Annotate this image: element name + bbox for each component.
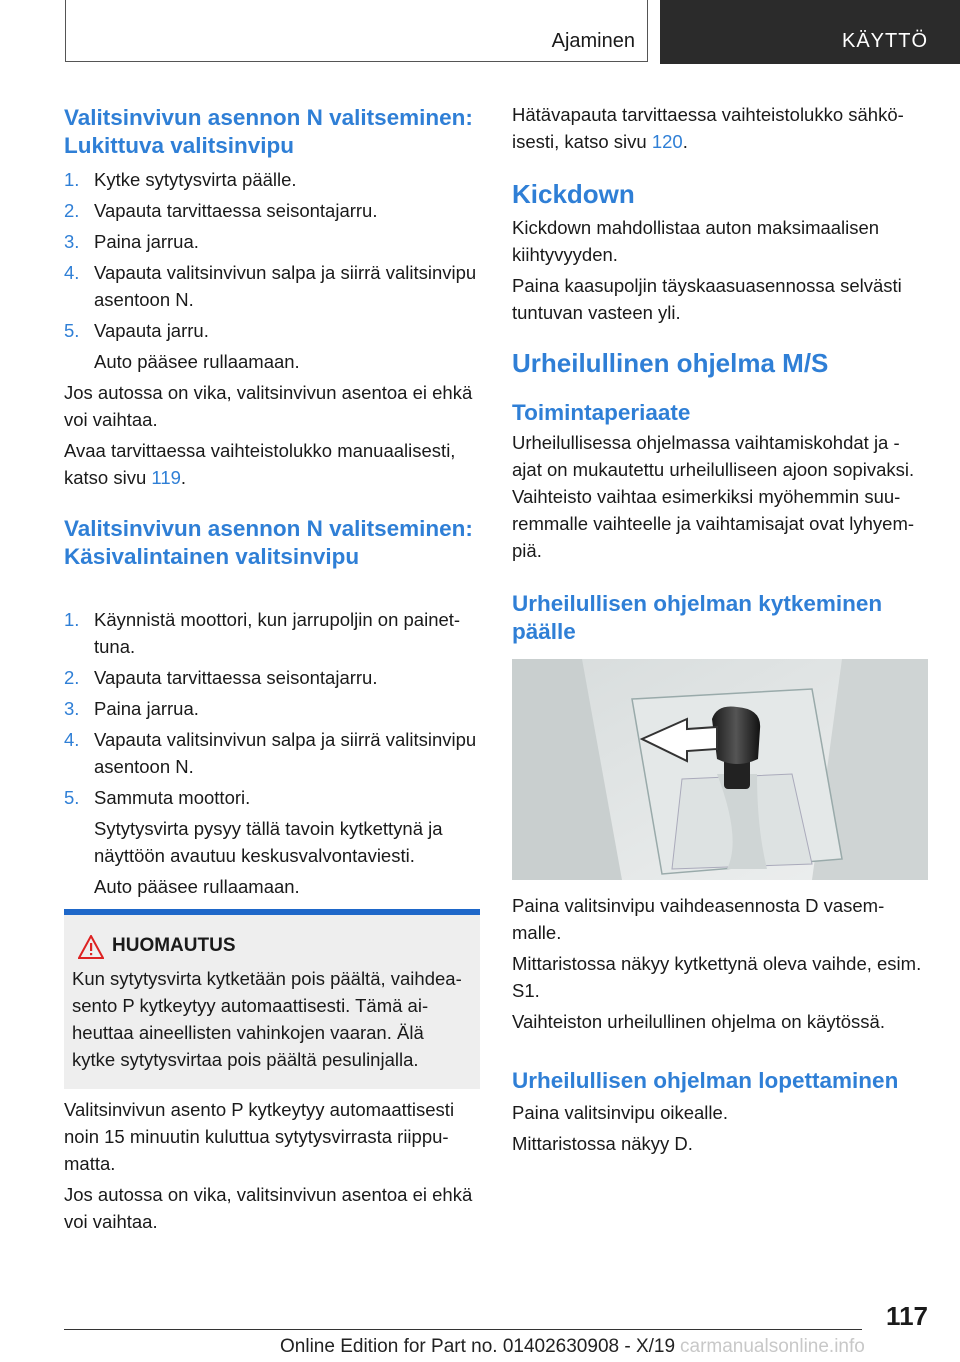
header-chapter-tab bbox=[660, 0, 960, 64]
step-text: Vapauta valitsinvivun salpa ja siirrä valitsinvipu asentoon N. bbox=[94, 729, 477, 777]
edition-text: Online Edition for Part no. 01402630908 - X/19 bbox=[280, 1336, 676, 1357]
header-chapter-label: KÄYTTÖ bbox=[841, 30, 928, 52]
sport-on-text bbox=[512, 892, 928, 1035]
step-item bbox=[64, 784, 480, 811]
fault-paragraph: Jos autossa on vika, valitsinvivun asentoa ei ehkä voi vaihtaa. bbox=[64, 382, 473, 430]
step-number: 4. bbox=[64, 729, 80, 750]
principle-heading: Toimintaperiaate bbox=[512, 400, 691, 425]
step-number: 2. bbox=[64, 200, 80, 221]
sport-off-section bbox=[512, 1067, 928, 1157]
notice-title: HUOMAUTUS bbox=[112, 935, 236, 956]
fault-paragraph-2: Jos autossa on vika, valitsinvivun asentoa ei ehkä voi vaihtaa. bbox=[64, 1184, 473, 1232]
step-item bbox=[64, 695, 480, 722]
step-item bbox=[64, 317, 480, 344]
steps-manual-lever bbox=[64, 606, 480, 900]
step-text: Paina jarrua. bbox=[94, 231, 199, 252]
step-number: 3. bbox=[64, 698, 80, 719]
step-text: Sammuta moottori. bbox=[94, 787, 251, 808]
warning-icon bbox=[78, 935, 104, 964]
step-number: 1. bbox=[64, 609, 80, 630]
kickdown-paragraph-2: Paina kaasupoljin täyskaasuasennossa selvästi tuntuvan vasteen yli. bbox=[512, 275, 902, 323]
footer-divider bbox=[64, 1329, 862, 1330]
step-text: Käynnistä moottori, kun jarrupoljin on painet‐ tuna. bbox=[94, 609, 461, 657]
step-item bbox=[64, 726, 480, 780]
step-item bbox=[64, 197, 480, 224]
step-number: 3. bbox=[64, 231, 80, 252]
manual-after-1: Sytytysvirta pysyy tällä tavoin kytkettynä ja näyttöön avautuu keskusvalvontaviesti. bbox=[94, 818, 443, 866]
unlock-paragraph: Avaa tarvittaessa vaihteistolukko manuaalisesti, katso sivu 119. bbox=[64, 440, 456, 488]
header-section-label: Ajaminen bbox=[551, 30, 635, 52]
step-number: 2. bbox=[64, 667, 80, 688]
watermark-text: carmanualsonline.info bbox=[680, 1336, 865, 1357]
step-item bbox=[64, 166, 480, 193]
lock-after-text: Auto pääsee rullaamaan. bbox=[94, 351, 300, 372]
auto-p-block bbox=[64, 1096, 480, 1235]
kickdown-section bbox=[512, 178, 928, 326]
step-text: Vapauta tarvittaessa seisontajarru. bbox=[94, 200, 378, 221]
step-number: 4. bbox=[64, 262, 80, 283]
sport-off-paragraph-2: Mittaristossa näkyy D. bbox=[512, 1133, 693, 1154]
step-text: Vapauta jarru. bbox=[94, 320, 209, 341]
page-link-119[interactable]: 119 bbox=[151, 467, 181, 488]
principle-paragraph: Urheilullisessa ohjelmassa vaihtamiskohdat ja -ajat on mukautettu urheilulliseen ajoon sopivaksi. Vaihteisto vaihtaa esimerkiksi myöhemmin suu‐ remmalle vaihteelle ja vaihtamisajat ovat lyhyem‐ piä. bbox=[512, 432, 915, 561]
step-item bbox=[64, 664, 480, 691]
heading-lock-lever: Valitsinvivun asennon N valitseminen: Lukittuva valitsinvipu bbox=[64, 105, 473, 158]
step-item bbox=[64, 259, 480, 313]
sport-on-paragraph-2: Mittaristossa näkyy kytkettynä oleva vaihde, esim. S1. bbox=[512, 953, 922, 1001]
sport-section bbox=[512, 347, 928, 564]
step-text: Kytke sytytysvirta päälle. bbox=[94, 169, 297, 190]
step-item bbox=[64, 606, 480, 660]
step-text: Paina jarrua. bbox=[94, 698, 199, 719]
step-item bbox=[64, 228, 480, 255]
page-number: 117 bbox=[886, 1301, 928, 1331]
step-text: Vapauta tarvittaessa seisontajarru. bbox=[94, 667, 378, 688]
manual-after-2: Auto pääsee rullaamaan. bbox=[94, 876, 300, 897]
step-number: 1. bbox=[64, 169, 80, 190]
notice-box bbox=[64, 915, 480, 1089]
kickdown-heading: Kickdown bbox=[512, 179, 635, 209]
header-section-tab bbox=[65, 0, 648, 62]
sport-off-heading: Urheilullisen ohjelman lopettaminen bbox=[512, 1068, 899, 1093]
steps-lock-lever bbox=[64, 166, 480, 491]
sport-heading: Urheilullinen ohjelma M/S bbox=[512, 348, 829, 378]
page-link-120[interactable]: 120 bbox=[651, 131, 683, 152]
step-number: 5. bbox=[64, 320, 80, 341]
sport-on-paragraph-1: Paina valitsinvipu vaihdeasennosta D vasem‐ malle. bbox=[512, 895, 885, 943]
gear-selector-illustration bbox=[512, 659, 928, 880]
step-number: 5. bbox=[64, 787, 80, 808]
heading-manual-lever: Valitsinvivun asennon N valitseminen: Käsivalintainen valitsinvipu bbox=[64, 516, 473, 569]
emergency-release-block bbox=[512, 101, 928, 155]
sport-on-heading: Urheilullisen ohjelman kytkeminen päälle bbox=[512, 591, 883, 644]
step-text: Vapauta valitsinvivun salpa ja siirrä valitsinvipu asentoon N. bbox=[94, 262, 477, 310]
kickdown-paragraph-1: Kickdown mahdollistaa auton maksimaalisen kiihtyvyyden. bbox=[512, 217, 880, 265]
sport-off-paragraph-1: Paina valitsinvipu oikealle. bbox=[512, 1102, 728, 1123]
emergency-paragraph: Hätävapauta tarvittaessa vaihteistolukko sähkö‐ isesti, katso sivu 120. bbox=[512, 104, 904, 152]
sport-on-paragraph-3: Vaihteiston urheilullinen ohjelma on käytössä. bbox=[512, 1011, 885, 1032]
notice-text: Kun sytytysvirta kytketään pois päältä, vaihdea‐ sento P kytkeytyy automaattisesti. Tämä ai‐ heuttaa aineellisten vahinkojen vaaran. Älä kytke sytytysvirtaa pois päältä pesulinjalla. bbox=[72, 968, 462, 1070]
auto-p-paragraph: Valitsinvivun asento P kytkeytyy automaattisesti noin 15 minuutin kuluttua sytytysvirrasta riippu‐ matta. bbox=[64, 1099, 455, 1174]
